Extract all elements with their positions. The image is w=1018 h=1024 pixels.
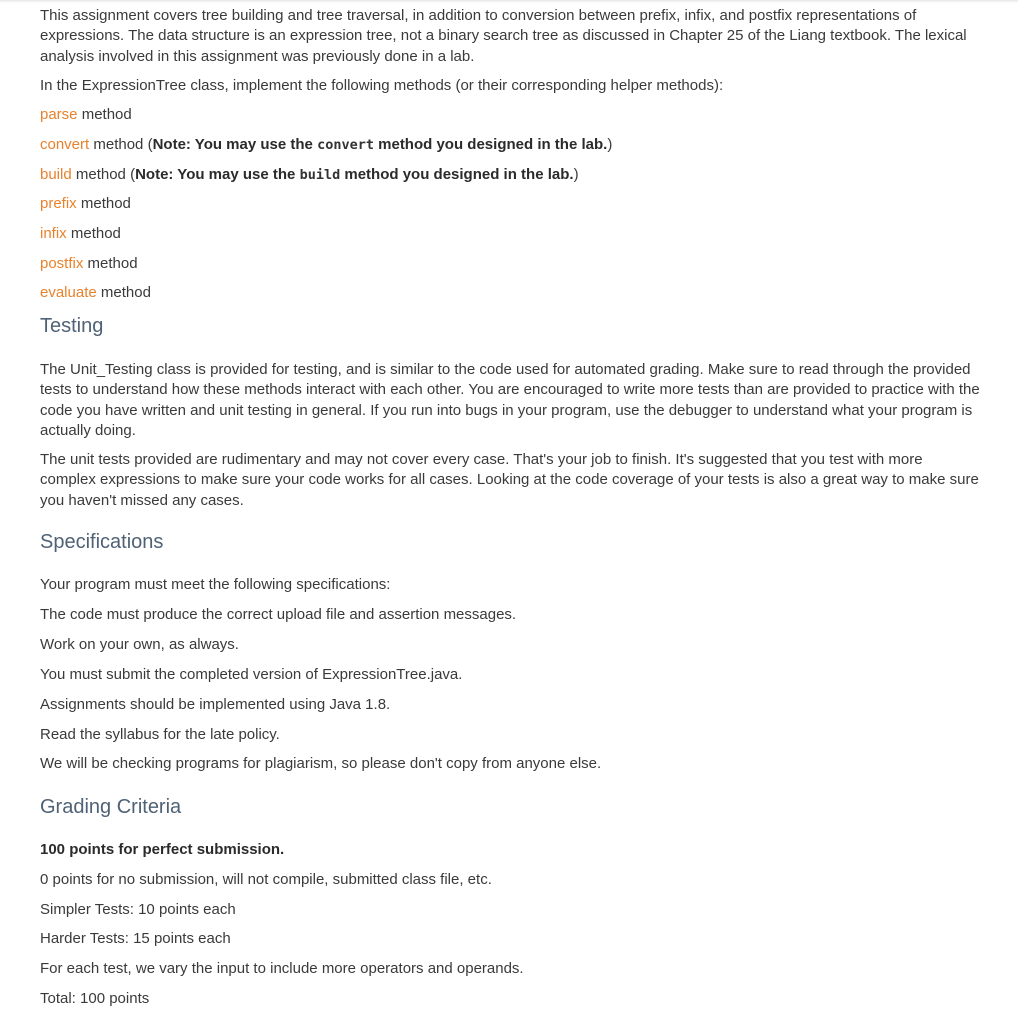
intro-paragraph: This assignment covers tree building and tree traversal, in addition to conversion between prefix, infix, and postfix representations of expressions. The data structure is an expression tree, not a binary search tree as discussed in Chapter 25 of the Liang textbook. The lexical analysis involved in this assignment was previously done in a lab. xyxy=(40,7,967,65)
method-name: build xyxy=(40,165,72,183)
method-suffix: method xyxy=(76,195,131,213)
spec-item: Your program must meet the following specifications: xyxy=(40,576,391,594)
method-suffix: method ( xyxy=(71,165,136,183)
method-note-code: build xyxy=(299,166,341,183)
top-edge-shadow xyxy=(0,0,1018,3)
testing-heading: Testing xyxy=(40,315,104,337)
method-note-post: method you designed in the lab. xyxy=(340,165,574,183)
method-name: evaluate xyxy=(40,284,97,302)
grading-list xyxy=(40,840,980,1010)
specifications-list xyxy=(40,575,980,775)
method-item-prefix xyxy=(40,194,980,214)
method-item-convert xyxy=(40,135,980,155)
testing-paragraph: The Unit_Testing class is provided for testing, and is similar to the code used for automated grading. Make sure to read through the provided tests to understand how these methods interact with each other. You are encouraged to write more tests than are provided to practice with the code you have written and unit testing in general. If you run into bugs in your program, use the debugger to understand what your program is actually doing. xyxy=(40,361,980,439)
specifications-heading: Specifications xyxy=(40,531,164,554)
method-note-close: ) xyxy=(607,135,613,153)
method-note-post: method you designed in the lab. xyxy=(373,135,608,153)
grading-heading: Grading Criteria xyxy=(40,795,182,818)
spec-item: Work on your own, as always. xyxy=(40,635,239,653)
method-name: postfix xyxy=(40,254,84,272)
method-item-parse xyxy=(40,105,980,125)
method-item-build xyxy=(40,165,980,185)
testing-paragraph: The unit tests provided are rudimentary and may not cover every case. That's your job to finish. It's suggested that you test with more complex expressions to make sure your code works for all cases. Looking at the code coverage of your tests is also a great way to make sure you haven't missed any cases. xyxy=(40,451,979,509)
method-note-pre: Note: You may use the xyxy=(152,135,318,153)
method-suffix: method xyxy=(83,254,138,272)
spec-item: We will be checking programs for plagiarism, so please don't copy from anyone else. xyxy=(40,755,602,773)
method-name: parse xyxy=(40,106,78,124)
grading-item: For each test, we vary the input to include more operators and operands. xyxy=(40,960,524,978)
method-name: convert xyxy=(40,135,90,153)
method-name: prefix xyxy=(40,195,77,213)
grading-item-total: Total: 100 points xyxy=(40,990,150,1008)
method-suffix: method xyxy=(77,106,132,124)
spec-item: Assignments should be implemented using Java 1.8. xyxy=(40,695,391,713)
method-item-postfix xyxy=(40,254,980,274)
grading-item: Simpler Tests: 10 points each xyxy=(40,900,236,918)
grading-item-perfect: 100 points for perfect submission. xyxy=(40,840,285,858)
method-suffix: method ( xyxy=(89,135,153,153)
methods-list xyxy=(40,105,980,303)
method-item-evaluate xyxy=(40,283,980,303)
method-note-close: ) xyxy=(573,165,579,183)
intro-instruction: In the ExpressionTree class, implement the following methods (or their corresponding helper methods): xyxy=(40,76,724,94)
method-item-infix xyxy=(40,224,980,244)
spec-item: The code must produce the correct upload file and assertion messages. xyxy=(40,605,517,623)
assignment-document xyxy=(40,6,980,1019)
method-name: infix xyxy=(40,224,67,242)
grading-item: Harder Tests: 15 points each xyxy=(40,930,231,948)
method-note-pre: Note: You may use the xyxy=(135,165,300,183)
spec-item: You must submit the completed version of ExpressionTree.java. xyxy=(40,665,463,683)
method-suffix: method xyxy=(66,224,121,242)
grading-item: 0 points for no submission, will not compile, submitted class file, etc. xyxy=(40,870,492,888)
spec-item: Read the syllabus for the late policy. xyxy=(40,725,280,743)
method-suffix: method xyxy=(96,284,151,302)
method-note-code: convert xyxy=(317,136,374,153)
